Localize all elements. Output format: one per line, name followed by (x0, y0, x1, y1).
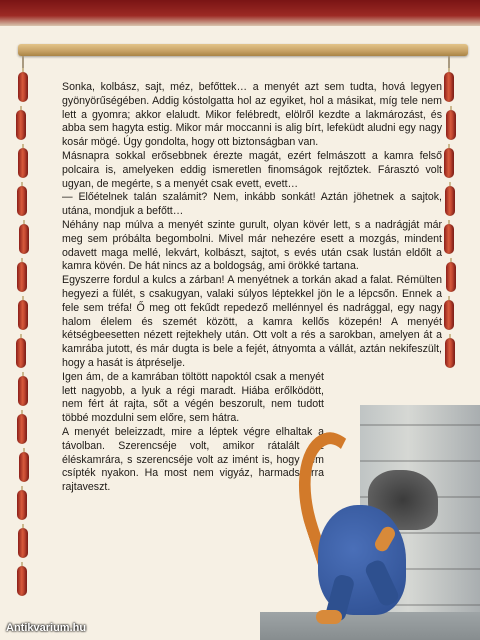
sausage-icon (445, 338, 455, 368)
sausage-icon (17, 186, 27, 216)
page-top-edge (0, 0, 480, 26)
sausage-icon (444, 148, 454, 178)
sausage-icon (19, 452, 29, 482)
weasel-foot (316, 610, 342, 624)
sausage-icon (17, 490, 27, 520)
story-paragraph: A menyét beleizzadt, mire a léptek végre elhaltak a távolban. Szerencséje volt, amikor rátalált az éléskamrára, s szerencséje volt az imént is, hogy nem csípték nyakon. Ha most nem vigyáz, harmadszorra rajtaveszt. (62, 425, 324, 494)
sausage-icon (18, 148, 28, 178)
sausage-rod-icon (18, 44, 468, 56)
story-paragraph: Néhány nap múlva a menyét szinte gurult, olyan kövér lett, s a nadrágját már meg sem próbálta begombolni. Mivel már nehezére esett a mozgás, mindent odavett maga mellé, lekvárt, kolbászt, sajtot, s evés után csak lustán eldőlt a kamra kövén. De hát nincs az a boldogság, ami örökké tartana. (62, 218, 442, 273)
sausage-icon (16, 110, 26, 140)
story-paragraph: Egyszerre fordul a kulcs a zárban! A menyétnek a torkán akad a falat. Rémülten hegyezi a fülét, s csakugyan, valaki súlyos léptekkel jön le a lépcsőn. Ennek a fele sem tréfa! Ő meg ott fekűdt repedező mellénnyel és nadrággal, egy nagy halom élelem és szemét között, a kamra kellős közepén! A menyét kétségbeesetten nézett rejtekhely után. Ott volt a rés a sarokban, amelyen át a kamrába jutott, és már dugta is bele a fejét, átnyomta a vállát, aztán nekifeszült, hogy a hasát is átpréselje. (62, 274, 442, 369)
sausage-icon (18, 72, 28, 102)
story-paragraph: — Előételnek talán szalámit? Nem, inkább sonkát! Aztán jöhetnek a sajtok, utána, mondjuk a befőtt… (62, 191, 442, 218)
story-paragraph: Másnapra sokkal erősebbnek érezte magát, ezért felmászott a kamra felső polcaira is, amelyeken eddig ismeretlen finomságok rejtőztek. Fárasztó volt ugyan, de megérte, s a menyét csak evett, evett… (62, 149, 442, 190)
sausage-icon (18, 528, 28, 558)
sausage-icon (19, 224, 29, 254)
sausage-icon (17, 566, 27, 596)
sausage-icon (444, 300, 454, 330)
story-paragraph: Sonka, kolbász, sajt, méz, befőttek… a menyét azt sem tudta, hová legyen gyönyörűségében. Addig kóstolgatta hol az egyiket, hol a másikat, míg tele nem lett a gyomra; akkor elaludt. Mikor felébredt, elölről kezdte a lakmározást, és abba sem hagyta estig. Mikor már moccanni is alig bírt, lefeküdt aludni egy nagy kosár mögé. Úgy gondolta, hogy ott biztonságban van. (62, 81, 442, 149)
sausage-icon (444, 224, 454, 254)
stone-floor (260, 612, 480, 640)
sausage-icon (18, 376, 28, 406)
sausage-icon (445, 186, 455, 216)
watermark: Antikvarium.hu (6, 622, 87, 634)
story-paragraph: Igen ám, de a kamrában töltött napoktól csak a menyét lett nagyobb, a lyuk a régi maradt. Hiába erőlködött, nem fért át rajta, sőt a végén beszorult, nem tudott többé mozdulni sem előre, sem hátra. (62, 370, 324, 425)
sausage-icon (444, 72, 454, 102)
sausage-icon (446, 110, 456, 140)
sausage-icon (17, 262, 27, 292)
sausage-icon (18, 300, 28, 330)
sausage-icon (16, 338, 26, 368)
sausage-icon (17, 414, 27, 444)
sausage-icon (446, 262, 456, 292)
